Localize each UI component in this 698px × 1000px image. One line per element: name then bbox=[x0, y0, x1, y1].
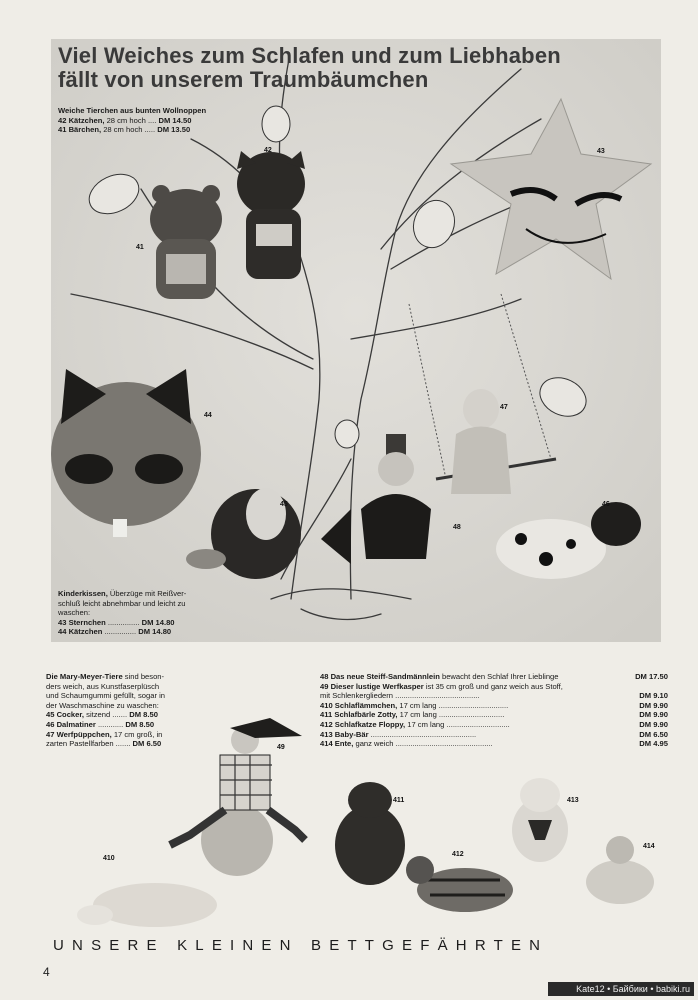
item-number: 414 bbox=[320, 739, 333, 749]
list-item bbox=[58, 125, 206, 135]
photo-label: 41 bbox=[136, 244, 144, 251]
list-item bbox=[58, 116, 206, 126]
title-line-2: fällt von unserem Traumbäumchen bbox=[58, 67, 429, 92]
item-number: 412 bbox=[320, 719, 333, 729]
item-dots: ............... bbox=[102, 627, 137, 637]
item-desc: ............ bbox=[95, 719, 124, 729]
page-number: 4 bbox=[43, 965, 50, 979]
item-desc: ganz weich .............................................. bbox=[353, 739, 493, 749]
item-desc: 17 cm lang ............................... bbox=[397, 710, 505, 720]
cushion-heading: Kinderkissen, bbox=[58, 589, 108, 598]
item-dots: ............... bbox=[105, 617, 140, 627]
section-heading: UNSERE KLEINEN BETTGEFÄHRTEN bbox=[53, 937, 549, 954]
item-price: DM 13.50 bbox=[157, 125, 191, 135]
cushion-text: waschen: bbox=[58, 608, 91, 618]
item-name: Dalmatiner bbox=[56, 719, 96, 729]
item-number: 43 bbox=[58, 617, 67, 627]
photo-label: 43 bbox=[597, 148, 605, 155]
photo-label: 411 bbox=[393, 797, 405, 804]
item-number: 45 bbox=[46, 710, 55, 720]
item-price: DM 9.90 bbox=[639, 710, 668, 720]
item-name: Kätzchen bbox=[68, 627, 103, 637]
photo-label: 47 bbox=[500, 404, 508, 411]
item-name: Baby-Bär bbox=[334, 729, 369, 739]
title-line-1: Viel Weiches zum Schlafen und zum Liebhaben bbox=[58, 43, 561, 68]
item-number: 46 bbox=[46, 719, 55, 729]
wool-heading: Weiche Tierchen aus bunten Wollnoppen bbox=[58, 106, 207, 115]
item-name: Dieser lustige Werfkasper bbox=[330, 681, 424, 691]
item-price: DM 8.50 bbox=[129, 710, 158, 720]
item-name: Bärchen, bbox=[68, 125, 102, 135]
photo-label: 45 bbox=[280, 501, 288, 508]
watermark: Kate12 • Байбики • babiki.ru bbox=[548, 982, 694, 996]
item-number: 413 bbox=[320, 729, 333, 739]
item-desc: 28 cm hoch ..... bbox=[103, 125, 156, 135]
photo-label: 414 bbox=[643, 843, 655, 850]
item-price: DM 9.90 bbox=[639, 719, 668, 729]
intro-text: ders weich, aus Kunstfaserplüsch bbox=[46, 681, 160, 691]
item-price: DM 14.80 bbox=[138, 627, 172, 637]
item-desc: ist 35 cm groß und ganz weich aus Stoff, bbox=[423, 681, 563, 691]
item-desc: .................................................. bbox=[368, 729, 477, 739]
item-desc: sitzend ....... bbox=[84, 710, 128, 720]
item-name: Ente, bbox=[334, 739, 354, 749]
list-item bbox=[320, 682, 668, 692]
item-desc: 17 cm lang .............................. bbox=[405, 719, 510, 729]
item-number: 44 bbox=[58, 627, 67, 637]
item-name: Kätzchen, bbox=[68, 115, 105, 125]
list-item bbox=[58, 618, 186, 628]
bedtime-toys-photo bbox=[40, 700, 670, 930]
item-price: DM 17.50 bbox=[635, 672, 668, 681]
item-name: Cocker, bbox=[56, 710, 85, 720]
item-number: 49 bbox=[320, 681, 329, 691]
cushion-caption bbox=[58, 589, 186, 637]
item-number: 411 bbox=[320, 710, 333, 720]
item-name: Schlaflämmchen, bbox=[334, 700, 398, 710]
item-price: DM 8.50 bbox=[125, 719, 155, 729]
cushion-text: schluß leicht abnehmbar und leicht zu bbox=[58, 598, 186, 608]
photo-label: 48 bbox=[453, 524, 461, 531]
photo-label: 412 bbox=[452, 851, 464, 858]
item-desc: mit Schlenkergliedern ........................................ bbox=[320, 691, 480, 701]
photo-label: 410 bbox=[103, 855, 115, 862]
item-name: Werfpüppchen, bbox=[56, 729, 112, 739]
photo-label: 413 bbox=[567, 797, 579, 804]
page-title bbox=[58, 44, 658, 92]
item-number: 42 bbox=[58, 115, 67, 125]
item-name: Das neue Steiff-Sandmännlein bbox=[330, 672, 440, 681]
photo-label: 46 bbox=[602, 501, 610, 508]
photo-label: 42 bbox=[264, 147, 272, 154]
item-price: DM 14.80 bbox=[141, 617, 175, 627]
item-price: DM 4.95 bbox=[639, 739, 668, 749]
item-name: Sternchen bbox=[68, 617, 106, 627]
item-desc: zarten Pastellfarben ....... bbox=[46, 739, 131, 749]
item-price: DM 6.50 bbox=[132, 739, 162, 749]
item-name: Schlafbärle Zotty, bbox=[334, 710, 398, 720]
item-number: 41 bbox=[58, 125, 67, 135]
item-number: 48 bbox=[320, 672, 329, 681]
item-desc: bewacht den Schlaf Ihrer Lieblinge bbox=[439, 672, 559, 681]
item-desc: 17 cm groß, in bbox=[111, 729, 163, 739]
item-desc: 28 cm hoch .... bbox=[106, 115, 157, 125]
item-number: 410 bbox=[320, 700, 333, 710]
item-price: DM 9.10 bbox=[639, 691, 668, 701]
intro-heading: Die Mary-Meyer-Tiere bbox=[46, 672, 123, 681]
intro-text: sind beson- bbox=[122, 672, 165, 681]
photo-label: 49 bbox=[277, 744, 285, 751]
wool-animals-caption bbox=[58, 106, 206, 135]
intro-text: und Schaumgummi gefüllt, sogar in bbox=[46, 691, 166, 701]
photo-label: 44 bbox=[204, 412, 212, 419]
item-desc: 17 cm lang ................................. bbox=[397, 700, 509, 710]
intro-text: der Waschmaschine zu waschen: bbox=[46, 700, 159, 710]
item-name: Schlafkatze Floppy, bbox=[334, 719, 406, 729]
item-number: 47 bbox=[46, 729, 55, 739]
item-price: DM 14.50 bbox=[158, 115, 192, 125]
list-item bbox=[58, 627, 186, 637]
item-price: DM 6.50 bbox=[639, 729, 668, 739]
list-item bbox=[320, 672, 668, 682]
cushion-text: Überzüge mit Reißver- bbox=[107, 589, 187, 598]
item-price: DM 9.90 bbox=[639, 700, 668, 710]
